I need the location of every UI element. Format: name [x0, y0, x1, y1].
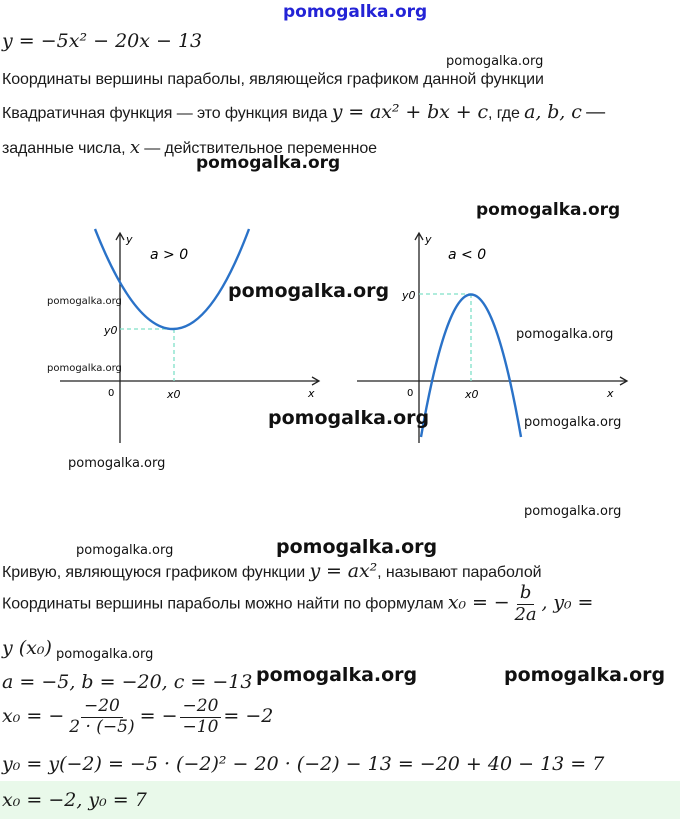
x0-label: x0: [167, 388, 181, 401]
watermark: pomogalka.org: [68, 456, 166, 471]
watermark: pomogalka.org: [196, 153, 341, 173]
origin-label: 0: [407, 388, 414, 399]
fraction: [180, 697, 222, 737]
definition-text: , где: [488, 105, 520, 122]
note-text: , называют параболой: [377, 564, 542, 581]
parabola-note: [2, 560, 542, 582]
fraction-denominator: 2 · (−5): [69, 716, 135, 737]
fraction-numerator: b: [517, 583, 534, 605]
fraction-numerator: −20: [180, 697, 222, 718]
watermark: pomogalka.org: [516, 327, 614, 342]
note-text: Кривую, являющуюся графиком функции: [2, 564, 306, 581]
watermark: pomogalka.org: [228, 280, 390, 302]
watermark: pomogalka.org: [524, 415, 622, 430]
x0-lhs: x₀ = −: [2, 705, 65, 728]
condition-label: a > 0: [150, 247, 189, 263]
x0-label: x0: [465, 388, 479, 401]
y0-calculation: y₀ = y(−2) = −5 · (−2)² − 20 · (−2) − 13 = −20 + 40 − 13 = 7: [2, 753, 605, 775]
x0-calculation: [2, 697, 273, 737]
upward-parabola: [95, 229, 249, 329]
watermark: pomogalka.org: [47, 363, 122, 374]
watermark: pomogalka.org: [276, 536, 438, 558]
y0-label: y0: [104, 324, 118, 337]
watermark: pomogalka.org: [256, 664, 418, 686]
fraction-denominator: 2a: [514, 603, 537, 625]
x-var: x: [129, 137, 140, 158]
fraction: [66, 697, 137, 737]
fraction-numerator: −20: [81, 697, 123, 718]
dash: —: [586, 102, 605, 123]
watermark-top: pomogalka.org: [283, 2, 428, 22]
fraction-denominator: −10: [182, 716, 219, 737]
watermark: pomogalka.org: [476, 200, 621, 220]
y0-label: y0: [402, 289, 416, 302]
quadratic-formula: y = ax² + bx + c: [331, 101, 489, 123]
x0-formula: x₀ = −: [447, 591, 510, 614]
watermark: pomogalka.org: [446, 54, 544, 69]
y0-formula-continuation: y (x₀): [2, 637, 52, 659]
equals-minus: = −: [139, 705, 178, 728]
y0-formula: , y₀ =: [541, 591, 594, 614]
origin-label: 0: [108, 388, 115, 399]
y-axis-label: y: [425, 233, 432, 246]
parabola-formula: y = ax²: [309, 560, 378, 582]
answer-box: [0, 781, 680, 819]
watermark: pomogalka.org: [76, 543, 174, 558]
coefficients: a = −5, b = −20, c = −13: [2, 671, 253, 693]
y-axis-label: y: [126, 233, 133, 246]
watermark: pomogalka.org: [504, 664, 666, 686]
answer-text: x₀ = −2, y₀ = 7: [2, 789, 147, 811]
vertex-formula-line: [2, 583, 593, 625]
definition-text: — действительное переменное: [144, 140, 377, 157]
x-axis-label: x: [607, 387, 614, 400]
problem-equation: y = −5x² − 20x − 13: [2, 30, 203, 52]
definition-text: Квадратичная функция — это функция вида: [2, 105, 328, 122]
x0-result: = −2: [223, 705, 274, 728]
watermark: pomogalka.org: [56, 647, 154, 662]
b-over-2a-fraction: [512, 583, 540, 625]
watermark: pomogalka.org: [268, 407, 430, 429]
vertex-formula-text: Координаты вершины параболы можно найти по формулам: [2, 595, 444, 613]
coefficient-vars: a, b, c: [524, 101, 582, 123]
x-axis-label: x: [308, 387, 315, 400]
watermark: pomogalka.org: [47, 296, 122, 307]
definition-text: заданные числа,: [2, 140, 126, 157]
watermark: pomogalka.org: [524, 504, 622, 519]
condition-label: a < 0: [448, 247, 487, 263]
task-text: Координаты вершины параболы, являющейся графиком данной функции: [2, 71, 544, 88]
